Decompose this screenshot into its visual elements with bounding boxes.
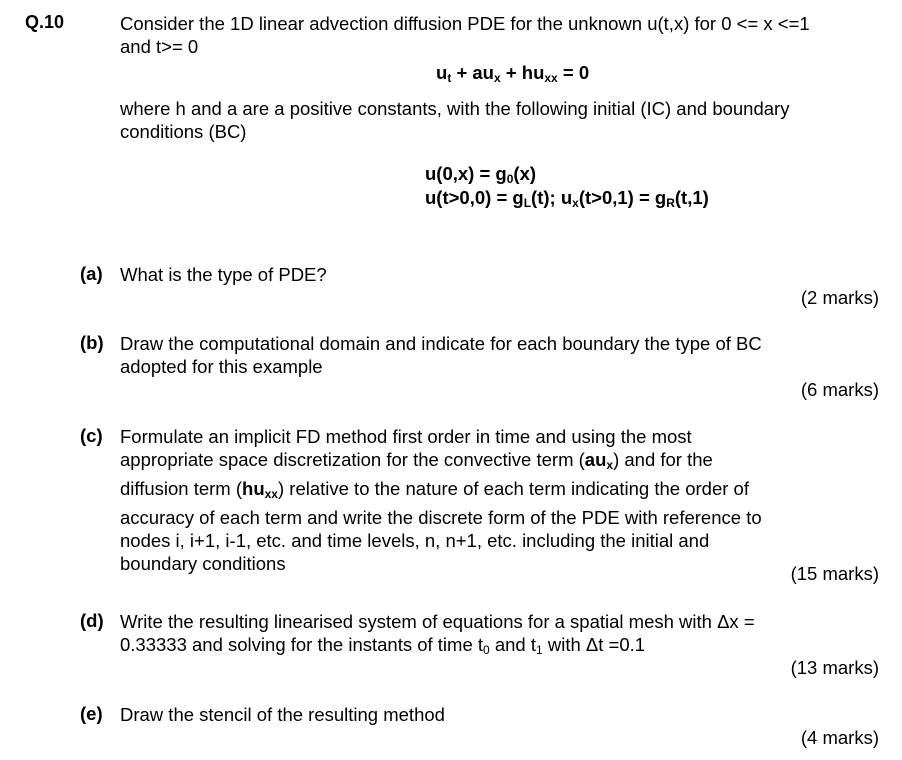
pde-sub-x: x <box>494 71 501 85</box>
part-c-line-4: accuracy of each term and write the discrete form of the PDE with reference to <box>120 507 762 528</box>
bc-part-4: (t,1) <box>674 187 709 208</box>
part-d-line-2-a: 0.33333 and solving for the instants of time t <box>120 634 484 655</box>
part-c-line-5: nodes i, i+1, i-1, etc. and time levels, n, n+1, etc. including the initial and <box>120 530 710 551</box>
convective-term-sub: x <box>606 458 614 472</box>
pde-equation <box>436 62 589 85</box>
question-intro <box>120 12 880 58</box>
ic-lhs: u(0,x) = g <box>425 163 507 184</box>
bc-part-3: (t>0,1) = g <box>578 187 667 208</box>
boundary-conditions <box>425 187 709 210</box>
bc-part-2: (t); u <box>531 187 573 208</box>
part-d-line-1: Write the resulting linearised system of equations for a spatial mesh with Δx = <box>120 611 755 632</box>
part-c-line-2 <box>120 448 880 477</box>
part-c-line-2-d: ) and for the <box>613 449 713 470</box>
pde-sub-xx: xx <box>544 71 558 85</box>
bc-part-1: u(t>0,0) = g <box>425 187 524 208</box>
part-c-line-6: boundary conditions <box>120 553 286 574</box>
bc-sub-r: R <box>666 196 675 210</box>
where-line-1: where h and a are a positive constants, with the following initial (IC) and boundary <box>120 98 790 119</box>
pde-sub-t: t <box>447 71 452 85</box>
t0-sub: 0 <box>483 643 490 657</box>
pde-eq-zero: = 0 <box>557 62 590 83</box>
part-d-text <box>120 610 880 662</box>
part-e-marks: (4 marks) <box>800 727 879 748</box>
part-d-line-2-c: and t <box>489 634 537 655</box>
ic-rhs: (x) <box>513 163 537 184</box>
part-c-line-2-a: appropriate space discretization for the convective term ( <box>120 449 585 470</box>
pde-hu: + hu <box>500 62 545 83</box>
part-c-marks: (15 marks) <box>790 563 879 584</box>
convective-term-base: au <box>584 449 607 470</box>
part-c-text <box>120 425 880 575</box>
part-a-marks: (2 marks) <box>800 287 879 308</box>
pde-au: + au <box>451 62 494 83</box>
diffusion-term-base: hu <box>242 478 265 499</box>
part-c-line-3-d: ) relative to the nature of each term indicating the order of <box>277 478 749 499</box>
bc-sub-l: L <box>523 196 532 210</box>
diffusion-term <box>242 478 278 499</box>
part-c-line-3-a: diffusion term ( <box>120 478 243 499</box>
pde-u: u <box>436 62 448 83</box>
part-d-line-2-e: with Δt =0.1 <box>542 634 646 655</box>
where-line-2: conditions (BC) <box>120 121 247 142</box>
intro-line-1: Consider the 1D linear advection diffusion PDE for the unknown u(t,x) for 0 <= x <=1 <box>120 13 810 34</box>
part-c-line-1: Formulate an implicit FD method first order in time and using the most <box>120 426 692 447</box>
part-b-marks: (6 marks) <box>800 379 879 400</box>
part-c-label: (c) <box>80 425 103 446</box>
part-b-line-2: adopted for this example <box>120 356 323 377</box>
intro-line-2: and t>= 0 <box>120 36 199 57</box>
part-b-label: (b) <box>80 332 104 353</box>
part-d-marks: (13 marks) <box>790 657 879 678</box>
t1-sub: 1 <box>536 643 543 657</box>
part-d-label: (d) <box>80 610 104 631</box>
question-number: Q.10 <box>25 12 65 32</box>
initial-condition <box>425 163 536 186</box>
ic-sub: 0 <box>506 172 514 186</box>
bc-sub-x: x <box>572 196 579 210</box>
part-b-text <box>120 332 880 378</box>
part-b-line-1: Draw the computational domain and indicate for each boundary the type of BC <box>120 333 762 354</box>
part-c-line-3 <box>120 477 880 506</box>
part-d-line-2 <box>120 633 880 662</box>
part-e-text: Draw the stencil of the resulting method <box>120 704 445 725</box>
diffusion-term-sub: xx <box>264 487 278 501</box>
part-e-label: (e) <box>80 703 103 724</box>
where-text <box>120 97 880 143</box>
part-a-text: What is the type of PDE? <box>120 264 327 285</box>
convective-term <box>585 449 613 470</box>
part-a-label: (a) <box>80 263 103 284</box>
